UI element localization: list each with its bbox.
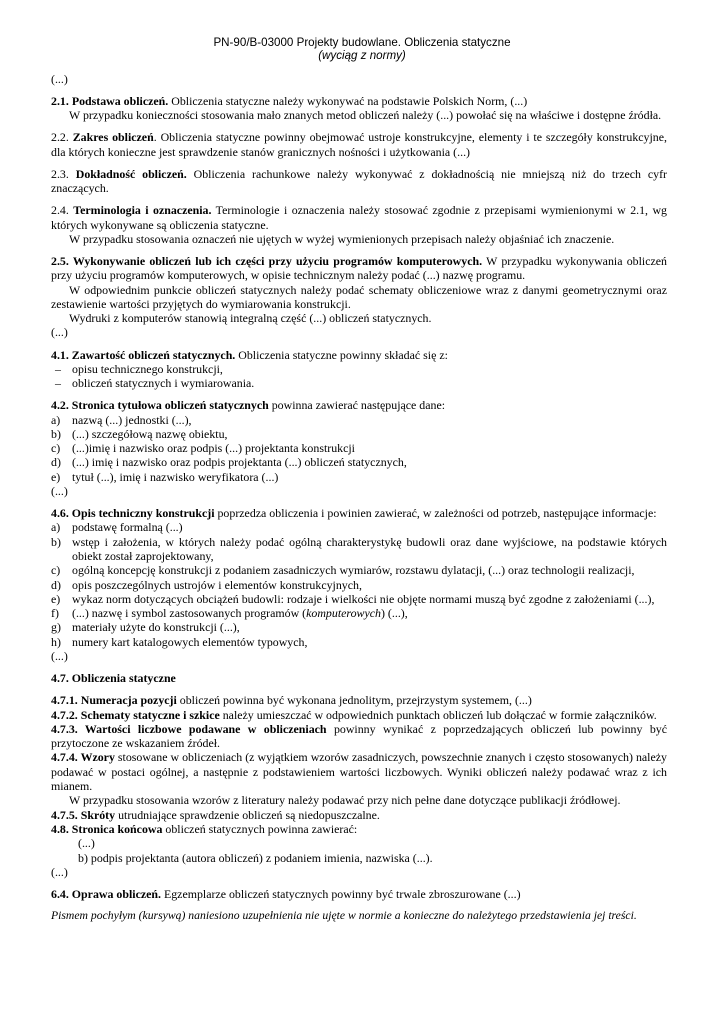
section-text: powinna zawierać następujące dane: [268,398,446,413]
footnote: Pismem pochyłym (kursywą) naniesiono uzupełnienia nie ujęte w normie a konieczne do należytego przedstawienia jej treści. [51,909,637,922]
list-item [51,635,667,649]
section-text: obliczeń powinna być wykonana jednolitym, przejrzystym systemem, (...) [176,693,532,708]
list-marker: b) [51,534,61,549]
section-text: . Obliczenia statyczne powinny obejmować ustroje konstrukcyjne, elementy i te szczegóły konstrukcyjne, dla których konieczne jest sprawdzenie stanów granicznych nośności i użytkowania (...) [51,130,668,159]
list-item [51,578,667,592]
section-number: 2.4. [51,203,74,218]
ellipsis-line: (...) [51,864,68,879]
list-text: podstawę formalną (...) [72,520,183,535]
section-2-4 [51,203,667,232]
list-item [51,441,667,455]
section-heading: Wykonywanie obliczeń lub ich części przy użyciu programów komputerowych. [68,253,483,268]
list-marker: f) [51,606,59,621]
section-heading: 4.8. Stronica końcowa [51,821,163,836]
list-marker: d) [51,455,61,470]
list-text: (...) szczegółową nazwę obiektu, [72,426,228,441]
section-heading: 4.6. Opis techniczny konstrukcji [51,506,215,521]
section-heading: 4.1. Zawartość obliczeń statycznych. [51,347,236,362]
list-item [51,376,667,390]
section-4-7-2 [51,708,667,722]
list-marker: h) [51,634,61,649]
list-marker: a) [51,520,61,535]
list-marker: – [55,361,61,376]
section-heading: 4.7.3. Wartości liczbowe podawane w obliczeniach [51,721,327,736]
list-marker: c) [51,441,61,456]
list-text-italic: komputerowych [306,606,381,621]
ellipsis-line: (...) [51,484,68,498]
list-item: (...) [78,836,95,851]
section-text: powinny wynikać z poprzedzających obliczeń lub powinny być przytoczone ze wskazaniem źródeł. [51,721,668,751]
list-marker: g) [51,620,61,635]
section-4-7-4-paragraph: W przypadku stosowania wzorów z literatury należy podawać przy nich pełne dane dotyczące publikacji źródłowej. [69,793,621,808]
list-marker: d) [51,577,61,592]
list-marker: e) [51,469,61,484]
section-4-7-5 [51,808,667,822]
section-text: należy umieszczać w odpowiednich punktach obliczeń lub dołączać w formie załączników. [219,707,657,722]
section-2-1-paragraph: W przypadku konieczności stosowania mało znanych metod obliczeń należy (...) powołać się na właściwe i dostępne źródła. [69,108,662,123]
list-text: ) (...), [380,606,408,621]
list-item [51,535,667,564]
list-item [51,362,667,376]
list-item [51,606,667,620]
section-text: obliczeń statycznych powinna zawierać: [162,821,358,836]
section-text: Egzemplarze obliczeń statycznych powinny być trwale zbroszurowane (...) [160,886,521,901]
list-marker: b) [51,426,61,441]
section-4-8 [51,822,667,836]
list-text: obliczeń statycznych i wymiarowania. [72,376,255,391]
list-item: b) podpis projektanta (autora obliczeń) z podaniem imienia, nazwiska (...). [78,850,433,865]
section-2-1 [51,94,667,108]
list-item [51,563,667,577]
list-text: nazwą (...) jednostki (...), [72,412,192,427]
section-number: 2.3. [51,166,76,181]
list-text: numery kart katalogowych elementów typowych, [72,634,308,649]
section-heading: Zakres obliczeń [72,130,154,145]
section-2-3 [51,167,667,196]
list-item [51,620,667,634]
list-text: wykaz norm dotyczących obciążeń budowli: rodzaje i wielkości nie objęte normami muszą być zgodne z założeniami (...), [72,591,655,606]
section-heading: Podstawa obliczeń. [71,94,169,109]
list-text: (...)imię i nazwisko oraz podpis (...) projektanta konstrukcji [72,441,355,456]
list-text: wstęp i założenia, w których należy podać ogólną charakterystykę budowli oraz dane wyjściowe, na podstawie których obiekt został zaprojektowany, [72,534,667,563]
list-marker: e) [51,591,61,606]
section-2-5-paragraph: Wydruki z komputerów stanowią integralną część (...) obliczeń statycznych. [69,311,432,326]
section-number: 2.1. [51,94,69,109]
section-4-1 [51,348,667,362]
section-heading: 4.7.5. Skróty [51,807,116,822]
list-text: (...) nazwę i symbol zastosowanych programów ( [72,606,307,621]
section-heading: Terminologia i oznaczenia. [73,203,212,218]
section-heading: 4.7. Obliczenia statyczne [51,671,176,686]
list-text: tytuł (...), imię i nazwisko weryfikatora (...) [72,469,279,484]
list-marker: a) [51,412,61,427]
section-number: 2.2. [51,130,73,145]
section-heading: 4.7.2. Schematy statyczne i szkice [51,707,220,722]
list-item [51,427,667,441]
list-text: (...) imię i nazwisko oraz podpis projektanta (...) obliczeń statycznych, [72,455,407,470]
section-4-7-3 [51,722,667,751]
list-text: materiały użyte do konstrukcji (...), [72,620,240,635]
section-4-7-4 [51,750,667,793]
section-text: stosowane w obliczeniach (z wyjątkiem wzorów zasadniczych, powszechnie znanych i często stosowanych) należy podawać w postaci ogólnej, a następnie z podstawieniem wartości liczbowych. Wyniki obliczeń należy podawać wraz z ich mianem. [51,750,667,794]
section-text: Obliczenia statyczne należy wykonywać na podstawie Polskich Norm, (...) [168,94,528,109]
section-4-7-1 [51,693,667,707]
ellipsis-line: (...) [51,72,68,86]
ellipsis-line: (...) [51,325,68,340]
list-item [51,470,667,484]
list-marker: – [55,376,61,391]
section-4-2 [51,398,667,412]
section-text: Obliczenia rachunkowe należy wykonywać z dokładnością nie mniejszą niż do trzech cyfr znaczących. [51,166,668,196]
section-heading: 4.7.1. Numeracja pozycji [51,693,177,708]
list-item [51,520,667,534]
section-text: Obliczenia statyczne powinny składać się z: [235,347,448,362]
list-text: opisu technicznego konstrukcji, [72,361,223,376]
ellipsis-line: (...) [51,649,68,664]
section-4-7 [51,671,667,685]
section-2-2 [51,130,667,159]
document-body [51,72,667,923]
document-title: PN-90/B-03000 Projekty budowlane. Obliczenia statyczne [213,36,511,49]
section-number: 2.5. [51,253,69,268]
list-text: opis poszczególnych ustrojów i elementów konstrukcyjnych, [72,577,362,592]
list-text: ogólną koncepcję konstrukcji z podaniem zasadniczych wymiarów, rozstawu dylatacji, (...) oraz technologii realizacji, [72,563,635,578]
list-item [51,413,667,427]
section-2-4-paragraph: W przypadku stosowania oznaczeń nie ujętych w wyżej wymienionych przepisach należy objaśniać ich znaczenie. [69,231,615,246]
section-text: poprzedza obliczenia i powinien zawierać, w zależności od potrzeb, następujące informacje: [214,506,657,521]
section-2-5 [51,254,667,283]
section-heading: 4.2. Stronica tytułowa obliczeń statycznych [51,398,269,413]
section-4-6 [51,506,667,520]
section-text: W przypadku wykonywania obliczeń przy użyciu programów komputerowych, w opisie technicznym należy podać (...) nazwę programu. [51,253,667,283]
list-marker: c) [51,563,61,578]
section-2-5-paragraph: W odpowiednim punkcie obliczeń statycznych należy podać schematy obliczeniowe wraz z danymi geometrycznymi oraz zestawienie wartości przyjętych do wymiarowania konstrukcji. [51,282,667,311]
section-6-4 [51,887,667,901]
section-text: Terminologie i oznaczenia należy stosować zgodnie z przepisami wymienionymi w 2.1, wg których wykonywane są obliczenia statyczne. [51,203,667,232]
section-heading: 4.7.4. Wzory [51,750,115,765]
list-item [51,592,667,606]
document-subtitle: (wyciąg z normy) [318,49,406,62]
section-text: utrudniające sprawdzenie obliczeń są niedopuszczalne. [115,807,380,822]
section-heading: 6.4. Oprawa obliczeń. [51,886,161,901]
list-item [51,455,667,469]
section-heading: Dokładność obliczeń. [75,166,187,181]
